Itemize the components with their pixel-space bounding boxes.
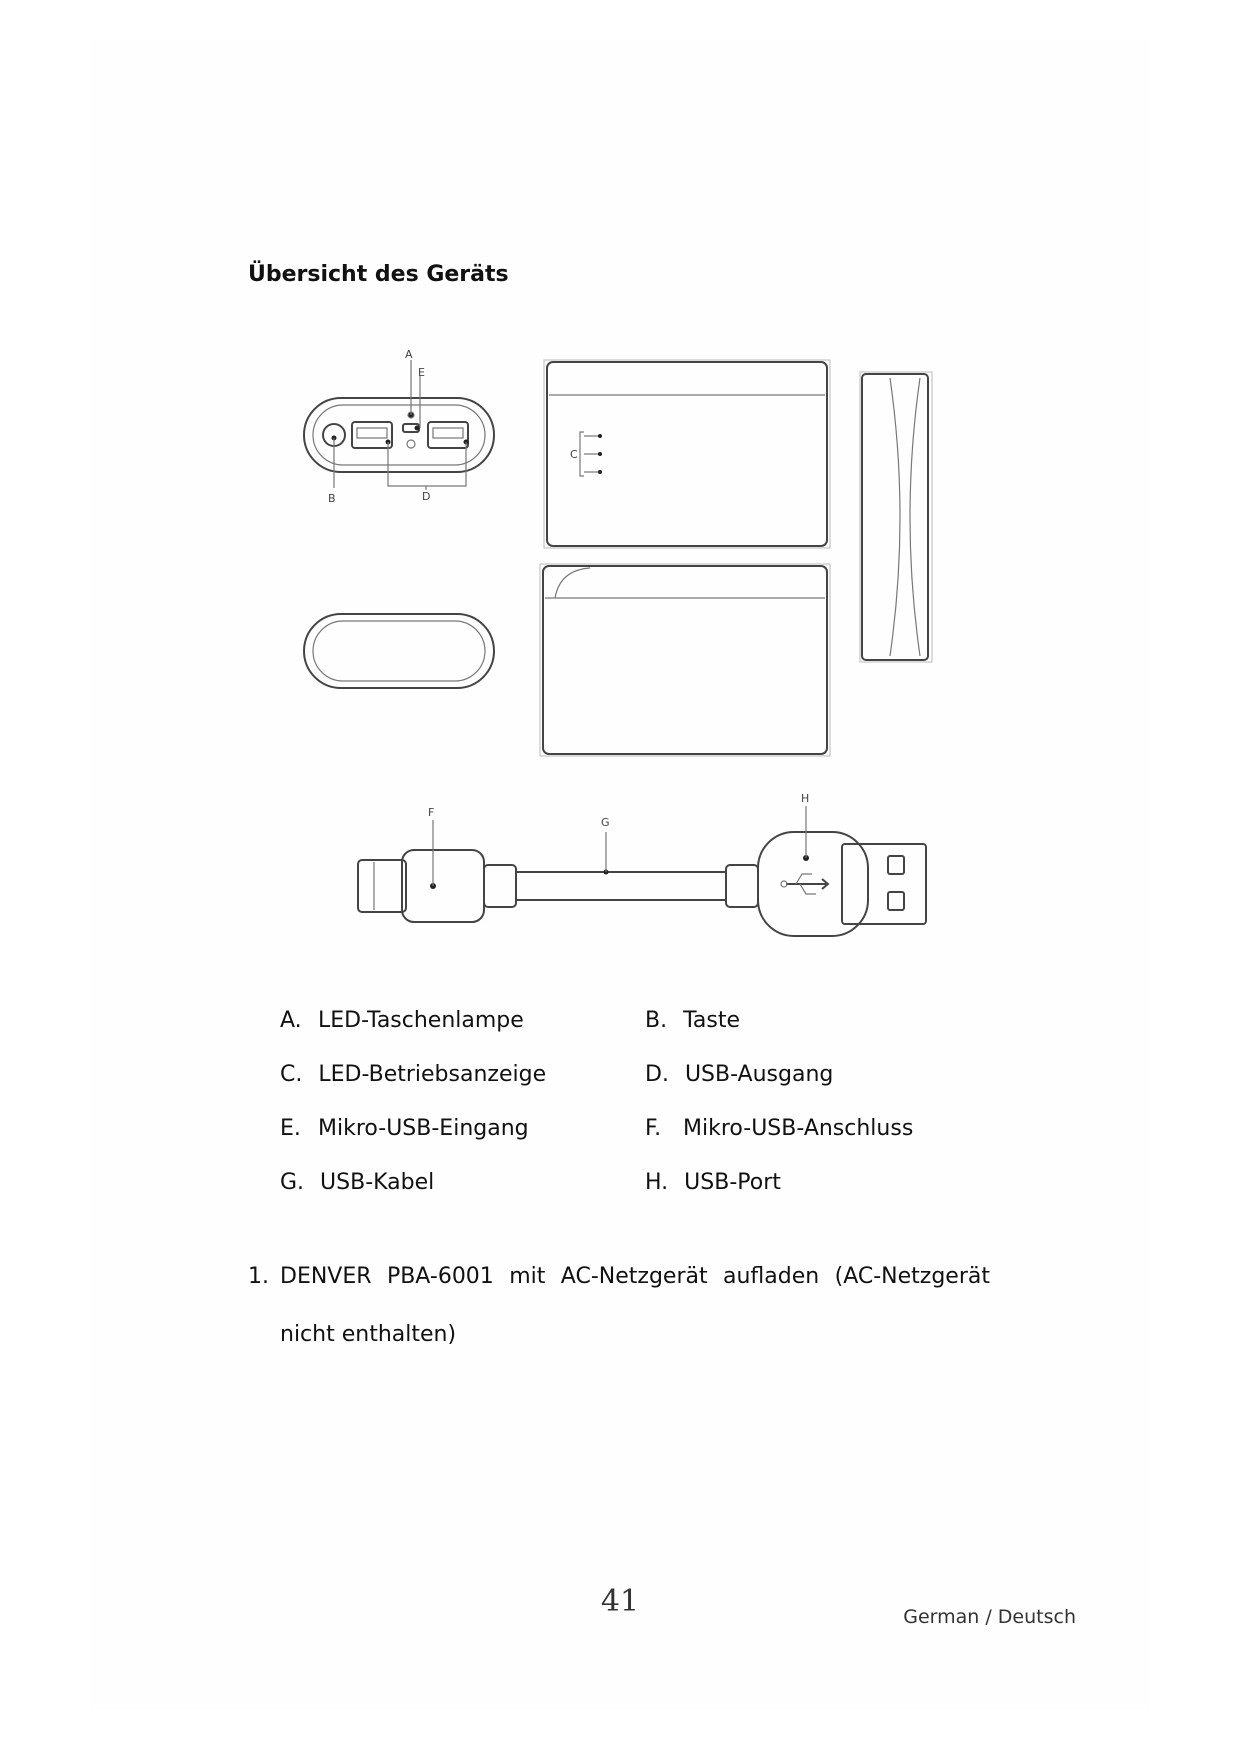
legend-label: LED-Taschenlampe	[318, 1008, 524, 1033]
usb-output-left	[352, 422, 392, 448]
end-view-blank	[304, 614, 494, 688]
legend-label: USB-Port	[684, 1170, 781, 1195]
usb-symbol-icon	[781, 874, 828, 894]
legend-item	[645, 1008, 740, 1033]
side-view	[860, 372, 932, 662]
legend-item	[280, 1008, 524, 1033]
back-view	[540, 564, 830, 756]
legend-row	[280, 1062, 1000, 1116]
micro-usb-connector	[402, 850, 484, 922]
page-number: 41	[600, 1584, 640, 1619]
step-text: DENVER PBA-6001 mit AC-Netzgerät aufladen (AC-Netzgerät nicht enthalten)	[280, 1264, 990, 1347]
legend-label: Taste	[683, 1008, 740, 1033]
callout-c: C	[570, 448, 578, 461]
legend-letter: H.	[645, 1170, 669, 1195]
legend-item	[645, 1116, 913, 1141]
legend-letter: G.	[280, 1170, 305, 1195]
legend-letter: F.	[645, 1116, 662, 1141]
legend-label: USB-Ausgang	[684, 1062, 834, 1087]
legend-row	[280, 1116, 1000, 1170]
end-view-ports	[304, 348, 494, 505]
legend-item	[280, 1062, 546, 1087]
callout-g: G	[601, 816, 610, 829]
legend-label: LED-Betriebsanzeige	[318, 1062, 547, 1087]
legend-label: Mikro-USB-Anschluss	[683, 1116, 914, 1141]
usb-output-right	[428, 422, 468, 448]
page-title: Übersicht des Geräts	[248, 262, 509, 287]
legend-letter: B.	[645, 1008, 668, 1033]
front-view-led	[544, 360, 830, 548]
legend-row	[280, 1008, 1000, 1062]
legend-item	[645, 1062, 833, 1087]
legend-letter: E.	[280, 1116, 301, 1141]
legend-item	[280, 1170, 434, 1195]
micro-usb-plug	[358, 860, 406, 912]
callout-d: D	[422, 490, 431, 503]
legend-letter: D.	[645, 1062, 669, 1087]
legend-letter: A.	[280, 1008, 302, 1033]
language-label: German / Deutsch	[903, 1606, 1076, 1628]
callout-e: E	[418, 366, 425, 379]
usb-cable-illustration	[358, 792, 926, 936]
legend-item	[645, 1170, 781, 1195]
parts-legend	[280, 1008, 1000, 1224]
step-number: 1.	[248, 1264, 269, 1289]
usb-a-plug	[842, 844, 926, 924]
instruction-step	[248, 1248, 990, 1364]
callout-f: F	[428, 806, 435, 819]
callout-h: H	[801, 792, 810, 805]
legend-row	[280, 1170, 1000, 1224]
callout-a: A	[405, 348, 413, 361]
callout-b: B	[328, 492, 336, 505]
legend-label: Mikro-USB-Eingang	[318, 1116, 529, 1141]
legend-item	[280, 1116, 529, 1141]
legend-label: USB-Kabel	[320, 1170, 435, 1195]
legend-letter: C.	[280, 1062, 303, 1087]
